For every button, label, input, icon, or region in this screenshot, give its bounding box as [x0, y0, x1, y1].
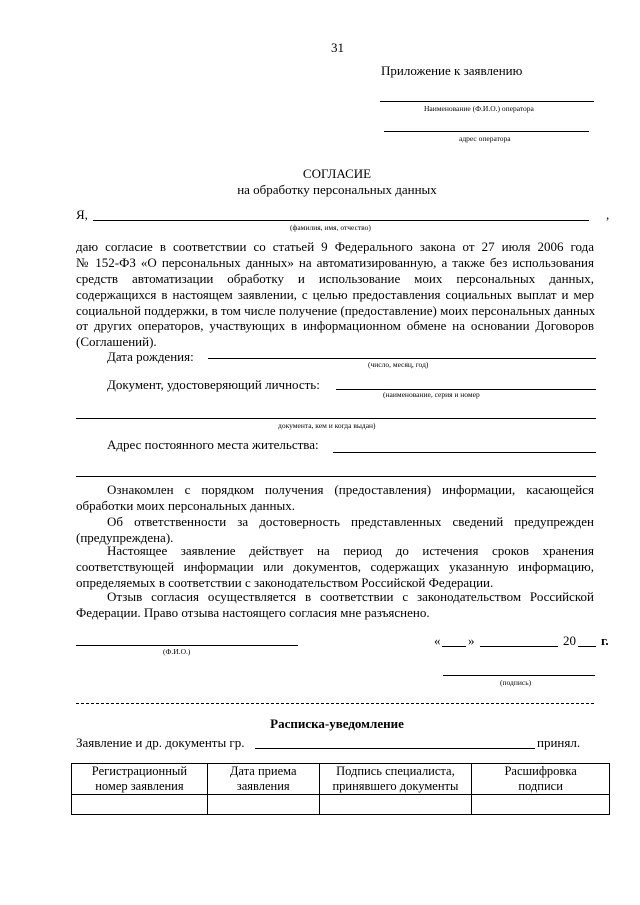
date-year-line[interactable]: [578, 646, 596, 647]
table-header-cell: Дата приема заявления: [207, 764, 319, 795]
identity-document-caption-2: документа, кем и когда выдан): [278, 421, 376, 430]
ya-comma: ,: [606, 207, 610, 222]
receipt-title: Расписка-уведомление: [270, 716, 404, 731]
address-line[interactable]: [333, 452, 596, 453]
date-close-quote: »: [468, 633, 475, 648]
table-cell[interactable]: [72, 795, 208, 815]
identity-document-label: Документ, удостоверяющий личность:: [107, 377, 320, 392]
consent-line: средств автоматизации обработку и использование моих персональных данных,: [76, 271, 594, 286]
withdrawal-paragraph: Отзыв согласия осуществляется в соответствии с законодательством Российской Федерации. Право отзыва настоящего согласия мне разъяснено.: [76, 589, 594, 620]
receipt-text-suffix: принял.: [537, 735, 581, 750]
cut-line: [76, 703, 594, 704]
table-header-cell: Регистрационный номер заявления: [72, 764, 208, 795]
operator-name-line[interactable]: [380, 101, 594, 102]
page-number: 31: [331, 40, 344, 55]
sign-caption: (подпись): [500, 678, 532, 687]
table-row: [72, 795, 610, 815]
operator-name-caption: Наименование (Ф.И.О.) оператора: [424, 104, 534, 113]
date-year-prefix: 20: [563, 633, 576, 648]
table-cell[interactable]: [319, 795, 472, 815]
fio-signature-caption: (Ф.И.О.): [163, 647, 191, 656]
consent-line: № 152-ФЗ «О персональных данных» на автоматизированную, а также без использования: [76, 255, 594, 270]
table-cell[interactable]: [207, 795, 319, 815]
date-day-line[interactable]: [442, 646, 466, 647]
date-month-line[interactable]: [480, 646, 558, 647]
responsibility-paragraph: Об ответственности за достоверность представленных сведений предупрежден (предупреждена).: [76, 514, 594, 545]
date-open-quote: «: [434, 633, 441, 648]
address-line-2[interactable]: [76, 476, 596, 477]
operator-address-line[interactable]: [384, 131, 589, 132]
fio-caption: (фамилия, имя, отчество): [290, 223, 371, 232]
operator-address-caption: адрес оператора: [459, 134, 511, 143]
table-header-row: [72, 764, 610, 795]
identity-document-line-2[interactable]: [76, 418, 596, 419]
consent-line: даю согласие в соответствии со статьей 9 Федерального закона от 27 июля 2006 года: [76, 239, 594, 254]
consent-line: социальной поддержки, в том числе получение (предоставление) моих персональных данных: [76, 303, 596, 318]
birth-date-caption: (число, месяц, год): [368, 360, 429, 369]
birth-date-line[interactable]: [208, 358, 596, 359]
ya-label: Я,: [76, 207, 88, 222]
birth-date-label: Дата рождения:: [107, 349, 194, 364]
receipt-text-prefix: Заявление и др. документы гр.: [76, 735, 245, 750]
info-paragraph: Ознакомлен с порядком получения (предоставления) информации, касающейся обработки моих персональных данных.: [76, 482, 594, 513]
sign-line[interactable]: [443, 675, 595, 676]
fio-signature-line[interactable]: [76, 645, 298, 646]
appendix-label: Приложение к заявлению: [381, 63, 523, 78]
validity-paragraph: Настоящее заявление действует на период до истечения сроков хранения соответствующей информации или документов, содержащих указанную информацию, определяемых в соответствии с законодательством Российской Федерации.: [76, 543, 594, 590]
identity-document-caption: (наименование, серия и номер: [383, 390, 480, 399]
receipt-name-line[interactable]: [255, 748, 535, 749]
registration-table: [71, 763, 610, 815]
consent-line: от других операторов, участвующих в информационном обмене на основании Договоров: [76, 318, 594, 333]
address-label: Адрес постоянного места жительства:: [107, 437, 319, 452]
table-header-cell: Подпись специалиста, принявшего документы: [319, 764, 472, 795]
date-year-suffix: г.: [601, 633, 609, 648]
consent-line: содержащихся в настоящем заявлении, с целью предоставления социальных выплат и мер: [76, 287, 594, 302]
consent-line-last: (Соглашений).: [76, 334, 157, 349]
table-cell[interactable]: [472, 795, 610, 815]
document-subtitle: на обработку персональных данных: [237, 182, 437, 197]
table-header-cell: Расшифровка подписи: [472, 764, 610, 795]
document-title: СОГЛАСИЕ: [302, 166, 372, 181]
fio-line[interactable]: [93, 220, 589, 221]
